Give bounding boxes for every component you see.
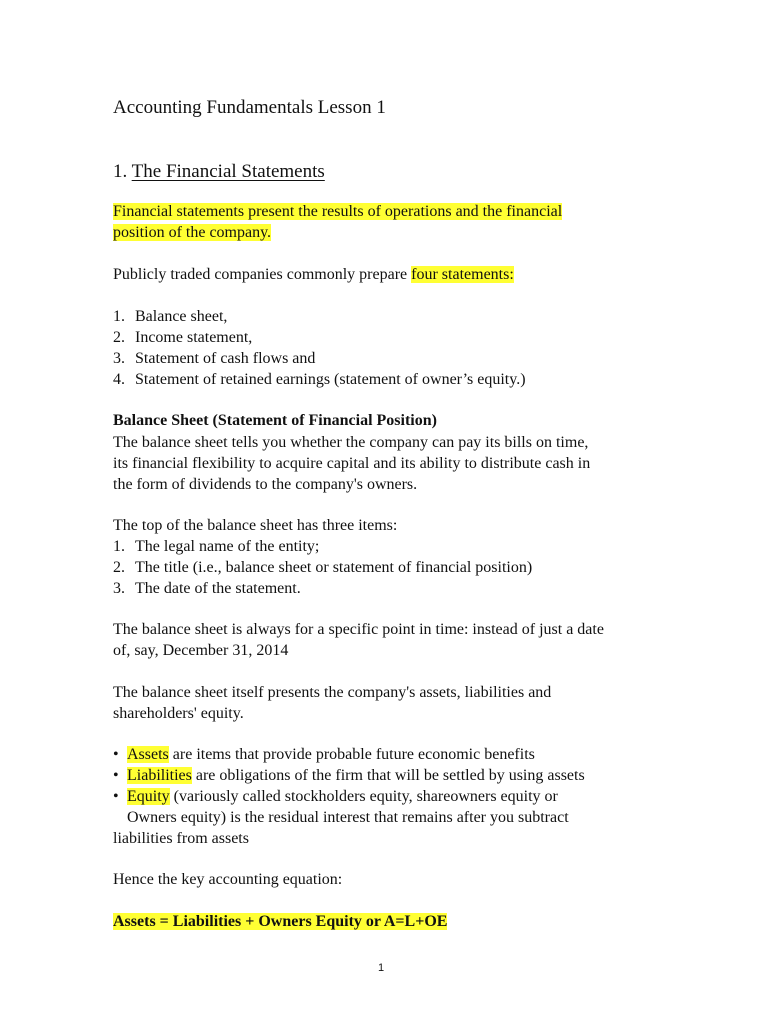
page-number: 1	[378, 962, 385, 974]
list-item: 4. Statement of retained earnings (statement of owner’s equity.)	[113, 371, 526, 388]
equity-continuation: liabilities from assets	[113, 830, 249, 847]
point-in-time-line: The balance sheet is always for a specific point in time: instead of just a date	[113, 621, 604, 638]
list-item: 2. The title (i.e., balance sheet or statement of financial position)	[113, 559, 533, 576]
bullet-icon: •	[113, 767, 119, 784]
balance-para-line: the form of dividends to the company's owners.	[113, 476, 418, 493]
presents-line: shareholders' equity.	[113, 705, 244, 722]
intro-line-2: position of the company.	[113, 224, 272, 241]
list-item: 3. The date of the statement.	[113, 580, 301, 597]
bullet-icon: •	[113, 746, 119, 763]
publicly-traded-text: Publicly traded companies commonly prepare four statements:	[113, 266, 514, 283]
list-item: 3. Statement of cash flows and	[113, 350, 316, 367]
balance-para-line: The balance sheet tells you whether the company can pay its bills on time,	[113, 434, 589, 451]
section-heading	[113, 160, 325, 184]
hence-text: Hence the key accounting equation:	[113, 871, 343, 888]
balance-para-line: its financial flexibility to acquire capital and its ability to distribute cash in	[113, 455, 591, 472]
top-items-intro: The top of the balance sheet has three items:	[113, 517, 398, 534]
list-item: 2. Income statement,	[113, 329, 253, 346]
section-title: The Financial Statements	[131, 161, 325, 182]
equity-continuation: Owners equity) is the residual interest that remains after you subtract	[127, 809, 569, 826]
bullet-icon: •	[113, 788, 119, 805]
balance-sheet-heading: Balance Sheet (Statement of Financial Position)	[113, 412, 437, 429]
point-in-time-line: of, say, December 31, 2014	[113, 642, 289, 659]
section-number: 1.	[113, 161, 128, 182]
bullet-item-assets: • Assets are items that provide probable future economic benefits	[113, 746, 535, 763]
four-statements-highlight: four statements:	[411, 266, 514, 283]
bullet-item-equity: • Equity (variously called stockholders equity, shareowners equity or	[113, 788, 558, 805]
bullet-item-liabilities: • Liabilities are obligations of the firm that will be settled by using assets	[113, 767, 585, 784]
document-title: Accounting Fundamentals Lesson 1	[113, 97, 386, 118]
accounting-equation: Assets = Liabilities + Owners Equity or A=L+OE	[113, 913, 448, 930]
list-item: 1. The legal name of the entity;	[113, 538, 320, 555]
intro-line-1: Financial statements present the results of operations and the financial	[113, 203, 563, 220]
list-item: 1. Balance sheet,	[113, 308, 228, 325]
presents-line: The balance sheet itself presents the company's assets, liabilities and	[113, 684, 552, 701]
